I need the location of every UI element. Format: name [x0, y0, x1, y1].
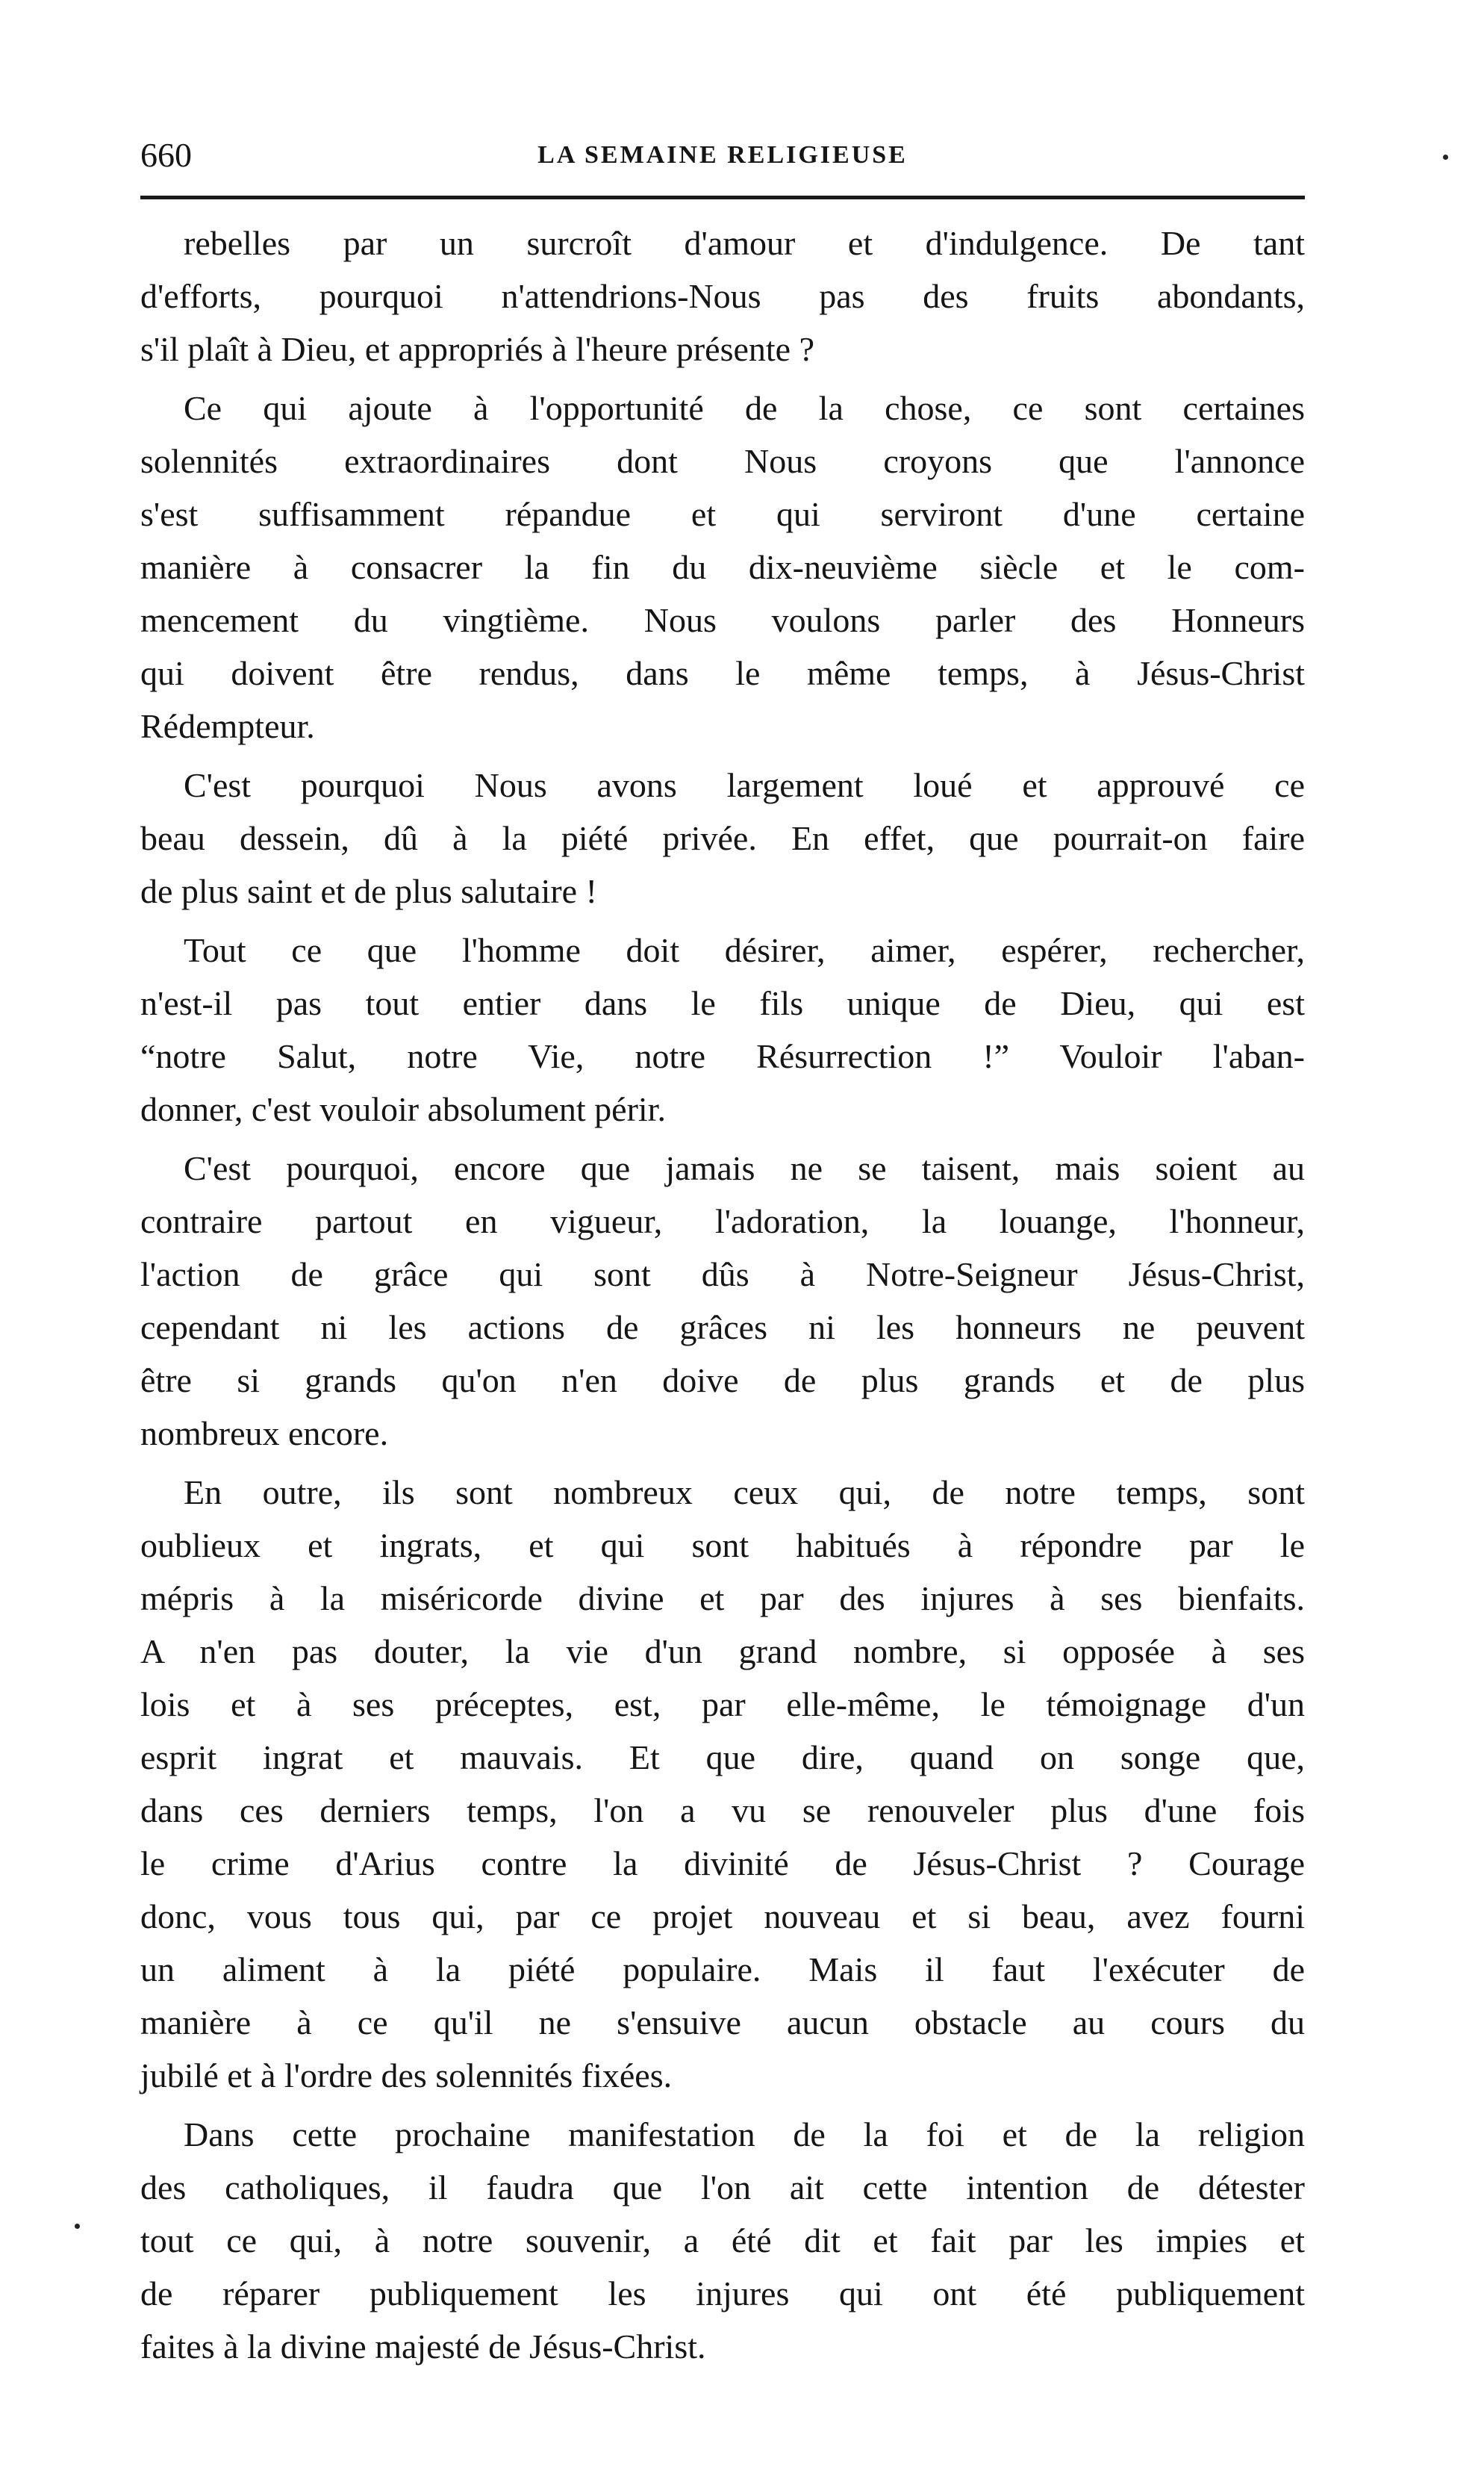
text-line: oublieux et ingrats, et qui sont habitués à répondre par le — [140, 1526, 1305, 1564]
paragraph — [140, 2108, 1305, 2373]
text-line: solennités extraordinaires dont Nous croyons que l'annonce — [140, 442, 1305, 480]
text-line: être si grands qu'on n'en doive de plus grands et de plus — [140, 1361, 1305, 1399]
text-line: C'est pourquoi, encore que jamais ne se taisent, mais soient au — [184, 1149, 1305, 1187]
text-line: esprit ingrat et mauvais. Et que dire, quand on songe que, — [140, 1738, 1305, 1776]
text-line: C'est pourquoi Nous avons largement loué et approuvé ce — [184, 766, 1305, 804]
text-line: beau dessein, dû à la piété privée. En effet, que pourrait-on faire — [140, 819, 1305, 857]
paragraph — [140, 217, 1305, 376]
paragraph — [140, 924, 1305, 1136]
print-speck — [1443, 155, 1448, 160]
page-number: 660 — [140, 136, 192, 174]
print-speck — [75, 2224, 80, 2229]
text-line: n'est-il pas tout entier dans le fils unique de Dieu, qui est — [140, 984, 1305, 1022]
paragraph — [140, 382, 1305, 753]
text-line: Ce qui ajoute à l'opportunité de la chose, ce sont certaines — [184, 389, 1305, 427]
text-line: contraire partout en vigueur, l'adoration, la louange, l'honneur, — [140, 1202, 1305, 1240]
text-line: qui doivent être rendus, dans le même temps, à Jésus-Christ — [140, 654, 1305, 692]
text-line: le crime d'Arius contre la divinité de Jésus-Christ ? Courage — [140, 1844, 1305, 1882]
text-line: rebelles par un surcroît d'amour et d'indulgence. De tant — [184, 224, 1305, 262]
text-line: mépris à la miséricorde divine et par des injures à ses bienfaits. — [140, 1579, 1305, 1617]
text-line: En outre, ils sont nombreux ceux qui, de notre temps, sont — [184, 1473, 1305, 1511]
text-line: nombreux encore. — [140, 1414, 389, 1452]
text-line: A n'en pas douter, la vie d'un grand nombre, si opposée à ses — [140, 1632, 1305, 1670]
header-rule — [140, 196, 1305, 199]
running-head — [140, 133, 1305, 178]
text-line: des catholiques, il faudra que l'on ait cette intention de détester — [140, 2168, 1305, 2206]
text-line: faites à la divine majesté de Jésus-Christ. — [140, 2327, 706, 2365]
text-line: donc, vous tous qui, par ce projet nouveau et si beau, avez fourni — [140, 1897, 1305, 1935]
header-title: LA SEMAINE RELIGIEUSE — [537, 141, 908, 169]
text-line: s'il plaît à Dieu, et appropriés à l'heure présente ? — [140, 330, 814, 368]
text-line: dans ces derniers temps, l'on a vu se renouveler plus d'une fois — [140, 1791, 1305, 1829]
text-line: l'action de grâce qui sont dûs à Notre-Seigneur Jésus-Christ, — [140, 1255, 1305, 1293]
text-line: “notre Salut, notre Vie, notre Résurrection !” Vouloir l'aban- — [140, 1037, 1305, 1075]
text-line: donner, c'est vouloir absolument périr. — [140, 1090, 666, 1128]
paragraph — [140, 759, 1305, 918]
text-line: Tout ce que l'homme doit désirer, aimer, espérer, rechercher, — [184, 931, 1305, 969]
text-line: lois et à ses préceptes, est, par elle-même, le témoignage d'un — [140, 1685, 1305, 1723]
paragraph — [140, 1466, 1305, 2102]
text-line: d'efforts, pourquoi n'attendrions-Nous pas des fruits abondants, — [140, 277, 1305, 315]
body-text — [140, 217, 1305, 2379]
text-line: cependant ni les actions de grâces ni les honneurs ne peuvent — [140, 1308, 1305, 1346]
text-line: mencement du vingtième. Nous voulons parler des Honneurs — [140, 601, 1305, 639]
text-line: s'est suffisamment répandue et qui serviront d'une certaine — [140, 495, 1305, 533]
text-line: de réparer publiquement les injures qui ont été publiquement — [140, 2274, 1305, 2312]
text-line: de plus saint et de plus salutaire ! — [140, 872, 597, 910]
text-line: manière à ce qu'il ne s'ensuive aucun obstacle au cours du — [140, 2003, 1305, 2041]
text-line: un aliment à la piété populaire. Mais il faut l'exécuter de — [140, 1950, 1305, 1988]
text-line: jubilé et à l'ordre des solennités fixées. — [140, 2056, 673, 2094]
text-line: Dans cette prochaine manifestation de la foi et de la religion — [184, 2115, 1305, 2153]
text-line: manière à consacrer la fin du dix-neuvième siècle et le com- — [140, 548, 1305, 586]
paragraph — [140, 1142, 1305, 1460]
text-line: Rédempteur. — [140, 707, 315, 745]
text-line: tout ce qui, à notre souvenir, a été dit et fait par les impies et — [140, 2221, 1305, 2259]
